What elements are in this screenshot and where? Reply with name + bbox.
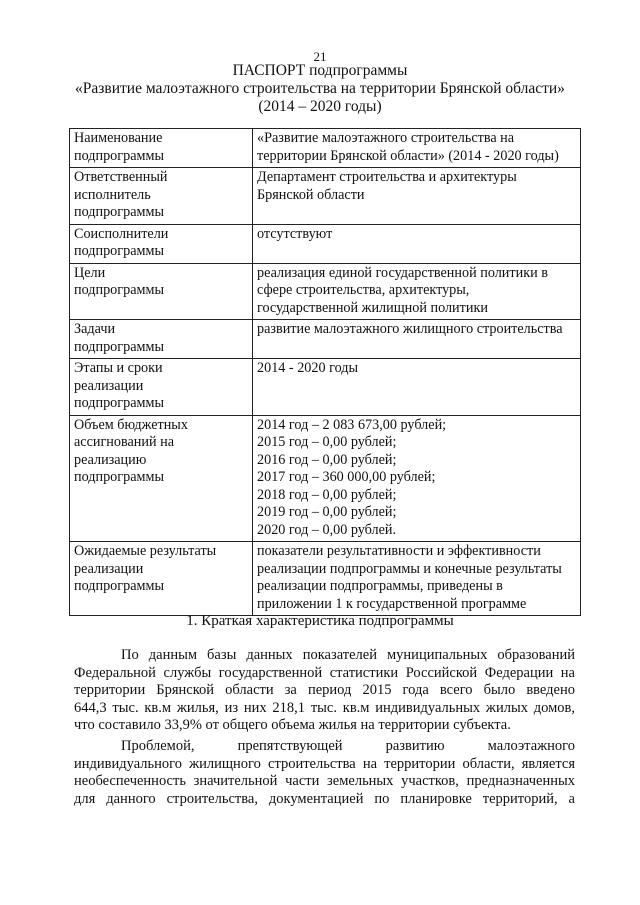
label-line: подпрограммы <box>74 469 164 485</box>
passport-row <box>70 320 581 359</box>
passport-row <box>70 415 581 542</box>
passport-row-label <box>70 168 253 225</box>
title-period: (2014 – 2020 годы) <box>258 98 382 115</box>
passport-row-value <box>253 415 581 542</box>
label-line: Объем бюджетных <box>74 416 188 433</box>
value-line: Департамент строительства и архитектуры <box>257 169 517 185</box>
passport-row-value <box>253 129 581 168</box>
passport-row-label <box>70 542 253 616</box>
paragraph-line: что составило 33,9% от общего объема жилья на территории субъекта. <box>74 717 511 734</box>
paragraph-line: Проблемой, препятствующей развитию малоэтажного <box>121 738 575 754</box>
value-line: показатели результативности и эффективности <box>257 543 541 559</box>
value-line: реализации подпрограммы и конечные результаты <box>257 560 562 577</box>
value-line: 2017 год – 360 000,00 рублей; <box>257 469 436 485</box>
passport-row-label <box>70 320 253 359</box>
label-line: реализацию <box>74 451 147 468</box>
passport-row <box>70 129 581 168</box>
label-line: Ожидаемые результаты <box>74 543 217 559</box>
passport-row-value <box>253 263 581 320</box>
value-line: 2014 год – 2 083 673,00 рублей; <box>257 416 447 433</box>
label-line: реализации <box>74 560 144 577</box>
value-line: «Развитие малоэтажного строительства на <box>257 130 515 146</box>
label-line: Соисполнители <box>74 225 169 242</box>
passport-row-value <box>253 168 581 225</box>
value-line: Брянской области <box>257 186 365 203</box>
paragraph-1 <box>74 647 575 735</box>
paragraph-line: По данным базы данных показателей муниципальных образований <box>121 647 575 663</box>
label-line: подпрограммы <box>74 243 164 259</box>
paragraph-line: для данного строительства, документацией по планировке территорий, а <box>74 790 575 807</box>
label-line: подпрограммы <box>74 204 164 220</box>
value-line: территории Брянской области» (2014 - 2020 годы) <box>257 147 559 164</box>
label-line: Цели <box>74 264 106 281</box>
label-line: исполнитель <box>74 186 151 203</box>
value-line: 2019 год – 0,00 рублей; <box>257 504 397 520</box>
passport-row <box>70 224 581 263</box>
paragraph-line: 644,3 тыс. кв.м жилья, из них 218,1 тыс. кв.м индивидуальных жилых домов, <box>74 699 575 716</box>
label-line: Ответственный <box>74 169 168 185</box>
value-line: отсутствуют <box>257 225 333 242</box>
label-line: подпрограммы <box>74 147 164 164</box>
value-line: государственной жилищной политики <box>257 299 488 316</box>
page-number: 21 <box>313 49 327 64</box>
value-line: реализации подпрограммы, приведены в <box>257 578 503 594</box>
value-line: приложении 1 к государственной программе <box>257 595 527 612</box>
paragraph-line: необеспеченность значительной части земельных участков, предназначенных <box>74 773 575 790</box>
paragraph-line: территории Брянской области за период 2015 года всего было введено <box>74 682 575 699</box>
passport-table <box>69 128 581 616</box>
passport-row <box>70 542 581 616</box>
passport-row <box>70 168 581 225</box>
passport-row <box>70 359 581 416</box>
value-line: 2014 - 2020 годы <box>257 360 359 376</box>
passport-row-value <box>253 359 581 416</box>
label-line: Наименование <box>74 130 163 146</box>
value-line: реализация единой государственной политики в <box>257 264 548 281</box>
value-line: 2020 год – 0,00 рублей. <box>257 521 397 538</box>
value-line: 2018 год – 0,00 рублей; <box>257 486 397 503</box>
paragraph-line: индивидуального жилищного строительства на территории области, является <box>74 755 575 772</box>
value-line: 2015 год – 0,00 рублей; <box>257 434 397 450</box>
value-line: сфере строительства, архитектуры, <box>257 282 470 298</box>
paragraph-line: Федеральной службы государственной статистики Российской Федерации на <box>74 664 575 681</box>
label-line: реализации <box>74 377 144 394</box>
label-line: Задачи <box>74 321 116 337</box>
passport-row-label <box>70 224 253 263</box>
label-line: подпрограммы <box>74 395 164 411</box>
paragraph-2 <box>74 738 575 808</box>
label-line: подпрограммы <box>74 338 164 355</box>
value-line: 2016 год – 0,00 рублей; <box>257 451 397 468</box>
passport-row-label <box>70 359 253 416</box>
passport-row-value <box>253 224 581 263</box>
label-line: подпрограммы <box>74 578 164 594</box>
label-line: ассигнований на <box>74 434 175 450</box>
passport-row-label <box>70 129 253 168</box>
passport-row-label <box>70 263 253 320</box>
subprogram-name-title: «Развитие малоэтажного строительства на территории Брянской области» <box>75 80 565 97</box>
passport-title: ПАСПОРТ подпрограммы <box>232 62 408 79</box>
passport-row <box>70 263 581 320</box>
section-heading: 1. Краткая характеристика подпрограммы <box>186 613 454 629</box>
passport-row-value <box>253 320 581 359</box>
passport-row-value <box>253 542 581 616</box>
passport-row-label <box>70 415 253 542</box>
label-line: Этапы и сроки <box>74 360 163 376</box>
label-line: подпрограммы <box>74 282 164 298</box>
value-line: развитие малоэтажного жилищного строительства <box>257 321 563 337</box>
